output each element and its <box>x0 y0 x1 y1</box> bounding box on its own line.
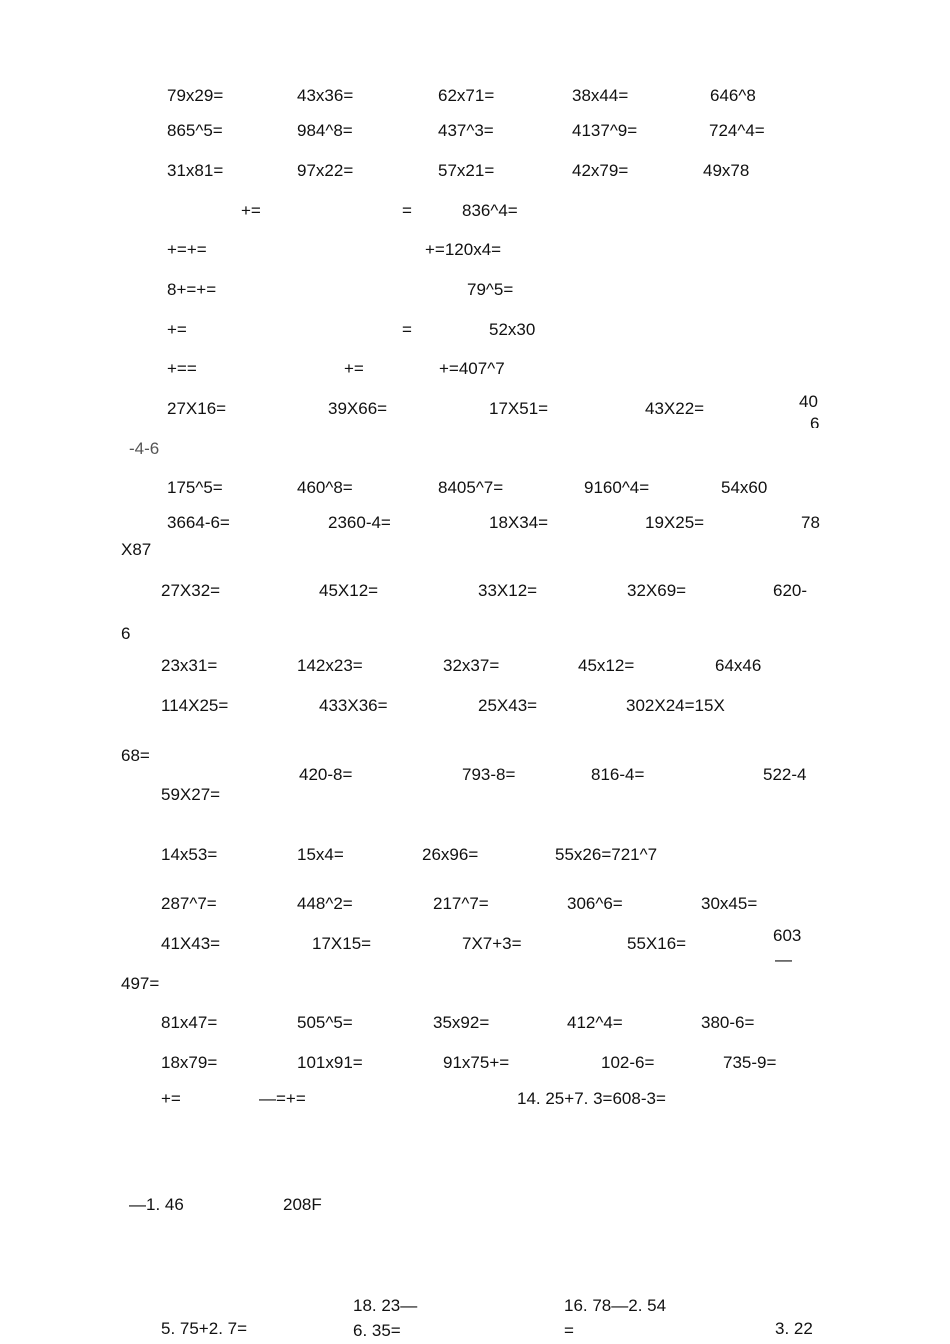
problem: 30x45= <box>701 894 758 913</box>
problem-fragment: 18. 23— <box>353 1296 418 1315</box>
problem-fragment: -4-6 <box>129 439 160 458</box>
problem: 38x44= <box>572 86 629 105</box>
problem: 420-8= <box>299 765 353 784</box>
problem: 62x71= <box>438 86 495 105</box>
problem: 306^6= <box>567 894 623 913</box>
problem: 2360-4= <box>328 513 391 532</box>
problem: 55X16= <box>627 934 687 953</box>
problem: 8405^7= <box>438 478 504 497</box>
problem-fragment: 6 <box>810 414 820 428</box>
problem: 102-6= <box>601 1053 655 1072</box>
problem: 32x37= <box>443 656 500 675</box>
problem: 9160^4= <box>584 478 650 497</box>
problem: 984^8= <box>297 121 353 140</box>
problem: 114X25= <box>161 696 229 715</box>
problem: 55x26=721^7 <box>555 845 658 864</box>
problem: 49x78 <box>703 161 750 180</box>
problem: 7X7+3= <box>462 934 522 953</box>
problem-fragment: 620- <box>773 581 808 600</box>
problem: 14x53= <box>161 845 218 864</box>
problem-fragment: 3. 22 <box>775 1319 813 1338</box>
problem: 91x75+= <box>443 1053 510 1072</box>
problem: 54x60 <box>721 478 768 497</box>
problem: 14. 25+7. 3=608-3= <box>517 1089 666 1108</box>
problem: 793-8= <box>462 765 516 784</box>
problem-fragment: 497= <box>121 974 160 993</box>
problem: 460^8= <box>297 478 353 497</box>
problem-fragment: +== <box>167 359 197 378</box>
problem: 5. 75+2. 7= <box>161 1319 248 1338</box>
problem: 81x47= <box>161 1013 218 1032</box>
problem-fragment: 16. 78—2. 54 <box>564 1296 667 1315</box>
problem-fragment: = <box>402 320 412 339</box>
problem-fragment: 78 <box>801 513 820 532</box>
problem-fragment: 8+=+= <box>167 280 217 299</box>
problem: 816-4= <box>591 765 645 784</box>
problem-fragment: 40 <box>799 392 818 411</box>
problem: 15x4= <box>297 845 344 864</box>
problem-fragment: —1. 46 <box>129 1195 184 1211</box>
problem: 52x30 <box>489 320 536 339</box>
problem-fragment: += <box>241 201 261 220</box>
problem: 31x81= <box>167 161 224 180</box>
problem-fragment: 603 <box>773 926 802 945</box>
problem-fragment: X87 <box>121 540 152 559</box>
problem: 17X15= <box>312 934 372 953</box>
problem: 79^5= <box>467 280 514 299</box>
problem: 4137^9= <box>572 121 638 140</box>
problem: 433X36= <box>319 696 388 715</box>
problem: 18x79= <box>161 1053 218 1072</box>
problem: 35x92= <box>433 1013 490 1032</box>
problem: 448^2= <box>297 894 353 913</box>
problem-fragment: 208F <box>283 1195 322 1211</box>
problem-fragment: 6 <box>121 624 131 643</box>
problem: 17X51= <box>489 399 549 418</box>
problem: 25X43= <box>478 696 538 715</box>
problem: 45X12= <box>319 581 379 600</box>
problem: 735-9= <box>723 1053 777 1072</box>
problem: 302X24=15X <box>626 696 725 715</box>
problem: 41X43= <box>161 934 221 953</box>
problem-fragment: += <box>161 1089 181 1108</box>
problem: +=120x4= <box>425 240 502 259</box>
problem: 32X69= <box>627 581 687 600</box>
problem: 412^4= <box>567 1013 623 1032</box>
problem-fragment: —=+= <box>259 1089 306 1108</box>
problem: 217^7= <box>433 894 489 913</box>
problem: 437^3= <box>438 121 494 140</box>
problem: 19X25= <box>645 513 705 532</box>
problem-fragment: 68= <box>121 746 150 765</box>
problem: 97x22= <box>297 161 354 180</box>
problem: 42x79= <box>572 161 629 180</box>
problem: 39X66= <box>328 399 388 418</box>
problem: 27X32= <box>161 581 221 600</box>
problem-fragment: = <box>402 201 412 220</box>
problem: 64x46 <box>715 656 762 675</box>
problem: 43x36= <box>297 86 354 105</box>
problem-fragment: += <box>344 359 364 378</box>
problem: 33X12= <box>478 581 538 600</box>
problem: 26x96= <box>422 845 479 864</box>
problem-fragment: += <box>167 320 187 339</box>
problem-fragment: = <box>564 1321 574 1340</box>
problem: 646^8 <box>710 86 756 105</box>
problem-fragment: +=+= <box>167 240 207 259</box>
problem: 865^5= <box>167 121 223 140</box>
problem: 380-6= <box>701 1013 755 1032</box>
problem: 836^4= <box>462 201 518 220</box>
problem: 175^5= <box>167 478 223 497</box>
problem: +=407^7 <box>439 359 505 378</box>
problem: 18X34= <box>489 513 549 532</box>
problem: 27X16= <box>167 399 227 418</box>
problem: 505^5= <box>297 1013 353 1032</box>
problem: 23x31= <box>161 656 218 675</box>
problem: 45x12= <box>578 656 635 675</box>
problem: 57x21= <box>438 161 495 180</box>
problem: 59X27= <box>161 785 221 804</box>
problem-fragment: — <box>775 950 792 969</box>
problem: 724^4= <box>709 121 765 140</box>
problem: 3664-6= <box>167 513 230 532</box>
problem: 101x91= <box>297 1053 363 1072</box>
problem-fragment: 522-4 <box>763 765 807 784</box>
problem: 142x23= <box>297 656 363 675</box>
problem: 43X22= <box>645 399 705 418</box>
problem-fragment: 6. 35= <box>353 1321 401 1340</box>
problem: 79x29= <box>167 86 224 105</box>
problem: 287^7= <box>161 894 217 913</box>
